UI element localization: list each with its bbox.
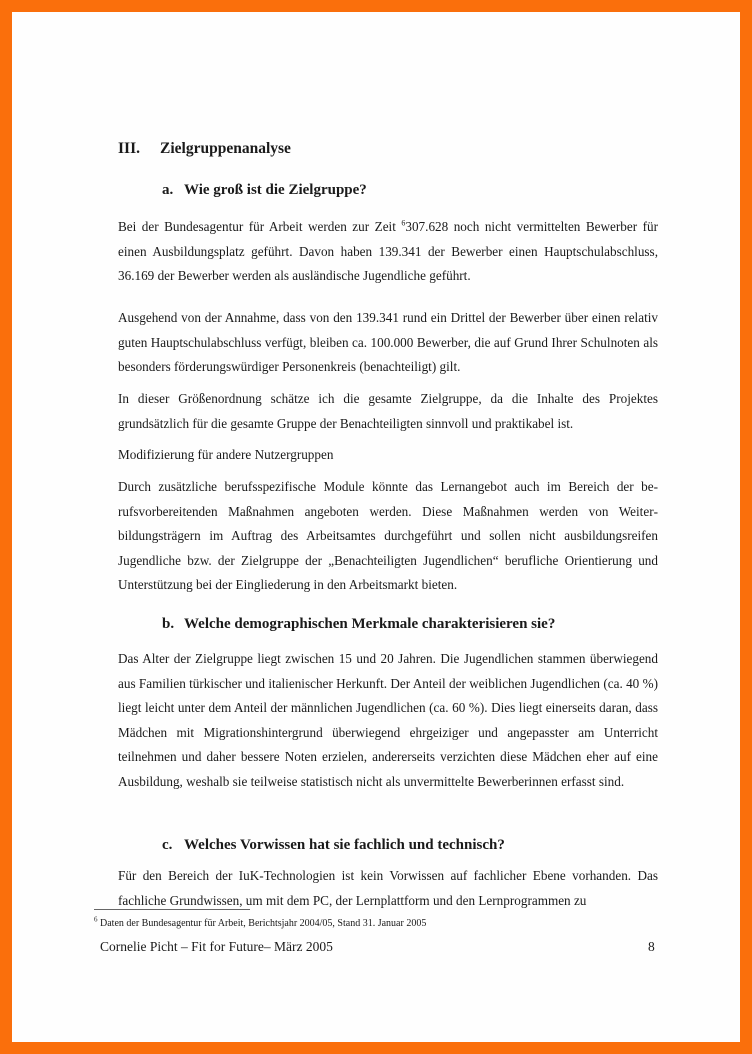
paragraph-4: Modifizierung für andere Nutzergruppen — [118, 447, 334, 462]
footer-author: Cornelie Picht – Fit for Future– März 2005 — [100, 939, 333, 954]
footnote — [94, 915, 427, 929]
subsection-title: Welche demographischen Merkmale charakterisieren sie? — [184, 616, 556, 632]
subsection-heading-c — [162, 837, 505, 854]
footnote-divider — [94, 909, 250, 910]
paragraph-2: Ausgehend von der Annahme, dass von den 139.341 rund ein Drittel der Bewerber über einen relativ guten Hauptschulabschluss verfügt, bleiben ca. 100.000 Bewerber, die auf Grund Ihrer Schulnoten als besonders förderungswürdiger Personenkreis (benachteiligt) gilt. — [118, 310, 658, 375]
subsection-title: Welches Vorwissen hat sie fachlich und technisch? — [184, 837, 505, 853]
section-title: Zielgruppenanalyse — [160, 140, 291, 157]
section-number: III. — [118, 140, 140, 157]
subsection-letter: b. — [162, 616, 175, 632]
paragraph-6: Das Alter der Zielgruppe liegt zwischen 15 und 20 Jahren. Die Jugendlichen stammen überwiegend aus Familien türkischer und italienischer Herkunft. Der Anteil der weiblichen Jugendlichen (ca. 40 %) liegt leicht unter dem Anteil der männlichen Jugendlichen (ca. 60 %). Dies liegt einerseits daran, dass Mädchen mit Migrationshintergrund überwiegend ehrgeiziger und angepasster am Unterricht teilnehmen und daher bessere Noten erzielen, andererseits verzichten diese Mädchen eher auf eine Ausbildung, weshalb sie teilweise statistisch nicht als unvermittelte Bewerberinnen erfasst sind. — [118, 651, 658, 789]
footer-page-number: 8 — [648, 939, 655, 954]
paragraph-1 — [118, 215, 658, 289]
subsection-letter: a. — [162, 182, 174, 198]
paragraph-text: Bei der Bundesagentur für Arbeit werden zur Zeit — [118, 219, 402, 234]
paragraph-5: Durch zusätzliche berufsspezifische Module könnte das Lernangebot auch im Bereich der berufsvorbereitenden Maßnahmen angeboten werden. Diese Maßnahmen werden von Weiterbildungsträgern im Auftrag des Arbeitsamtes durchgeführt und sollen nicht ausbildungsreifen Jugendliche bzw. der Zielgruppe der „Benachteiligten Jugendlichen“ berufliche Orientierung und Unterstützung bei der Eingliederung in den Arbeitsmarkt bieten. — [118, 479, 658, 593]
subsection-letter: c. — [162, 837, 173, 853]
subsection-heading-b — [162, 616, 555, 633]
footnote-marker: 6 — [94, 915, 98, 924]
footnote-reference: 6 — [401, 218, 406, 228]
footnote-text: Daten der Bundesagentur für Arbeit, Berichtsjahr 2004/05, Stand 31. Januar 2005 — [97, 918, 427, 929]
paragraph-text: 307.628 noch nicht vermittelten Bewerber für einen Ausbildungsplatz geführt. Davon haben 139.341 der Bewerber einen Hauptschulabschluss, 36.169 der Bewerber werden als ausländische Jugendliche geführt. — [118, 219, 658, 284]
document-page — [12, 12, 740, 1042]
paragraph-3: In dieser Größenordnung schätze ich die gesamte Zielgruppe, da die Inhalte des Projektes grundsätzlich für die gesamte Gruppe der Benachteiligten sinnvoll und praktikabel ist. — [118, 391, 658, 431]
paragraph-7: Für den Bereich der IuK-Technologien ist kein Vorwissen auf fachlicher Ebene vorhanden. Das fachliche Grundwissen, um mit dem PC, der Lernplattform und den Lernprogrammen zu — [118, 868, 658, 908]
subsection-title: Wie groß ist die Zielgruppe? — [184, 182, 367, 198]
section-heading — [118, 140, 291, 158]
subsection-heading-a — [162, 182, 367, 199]
